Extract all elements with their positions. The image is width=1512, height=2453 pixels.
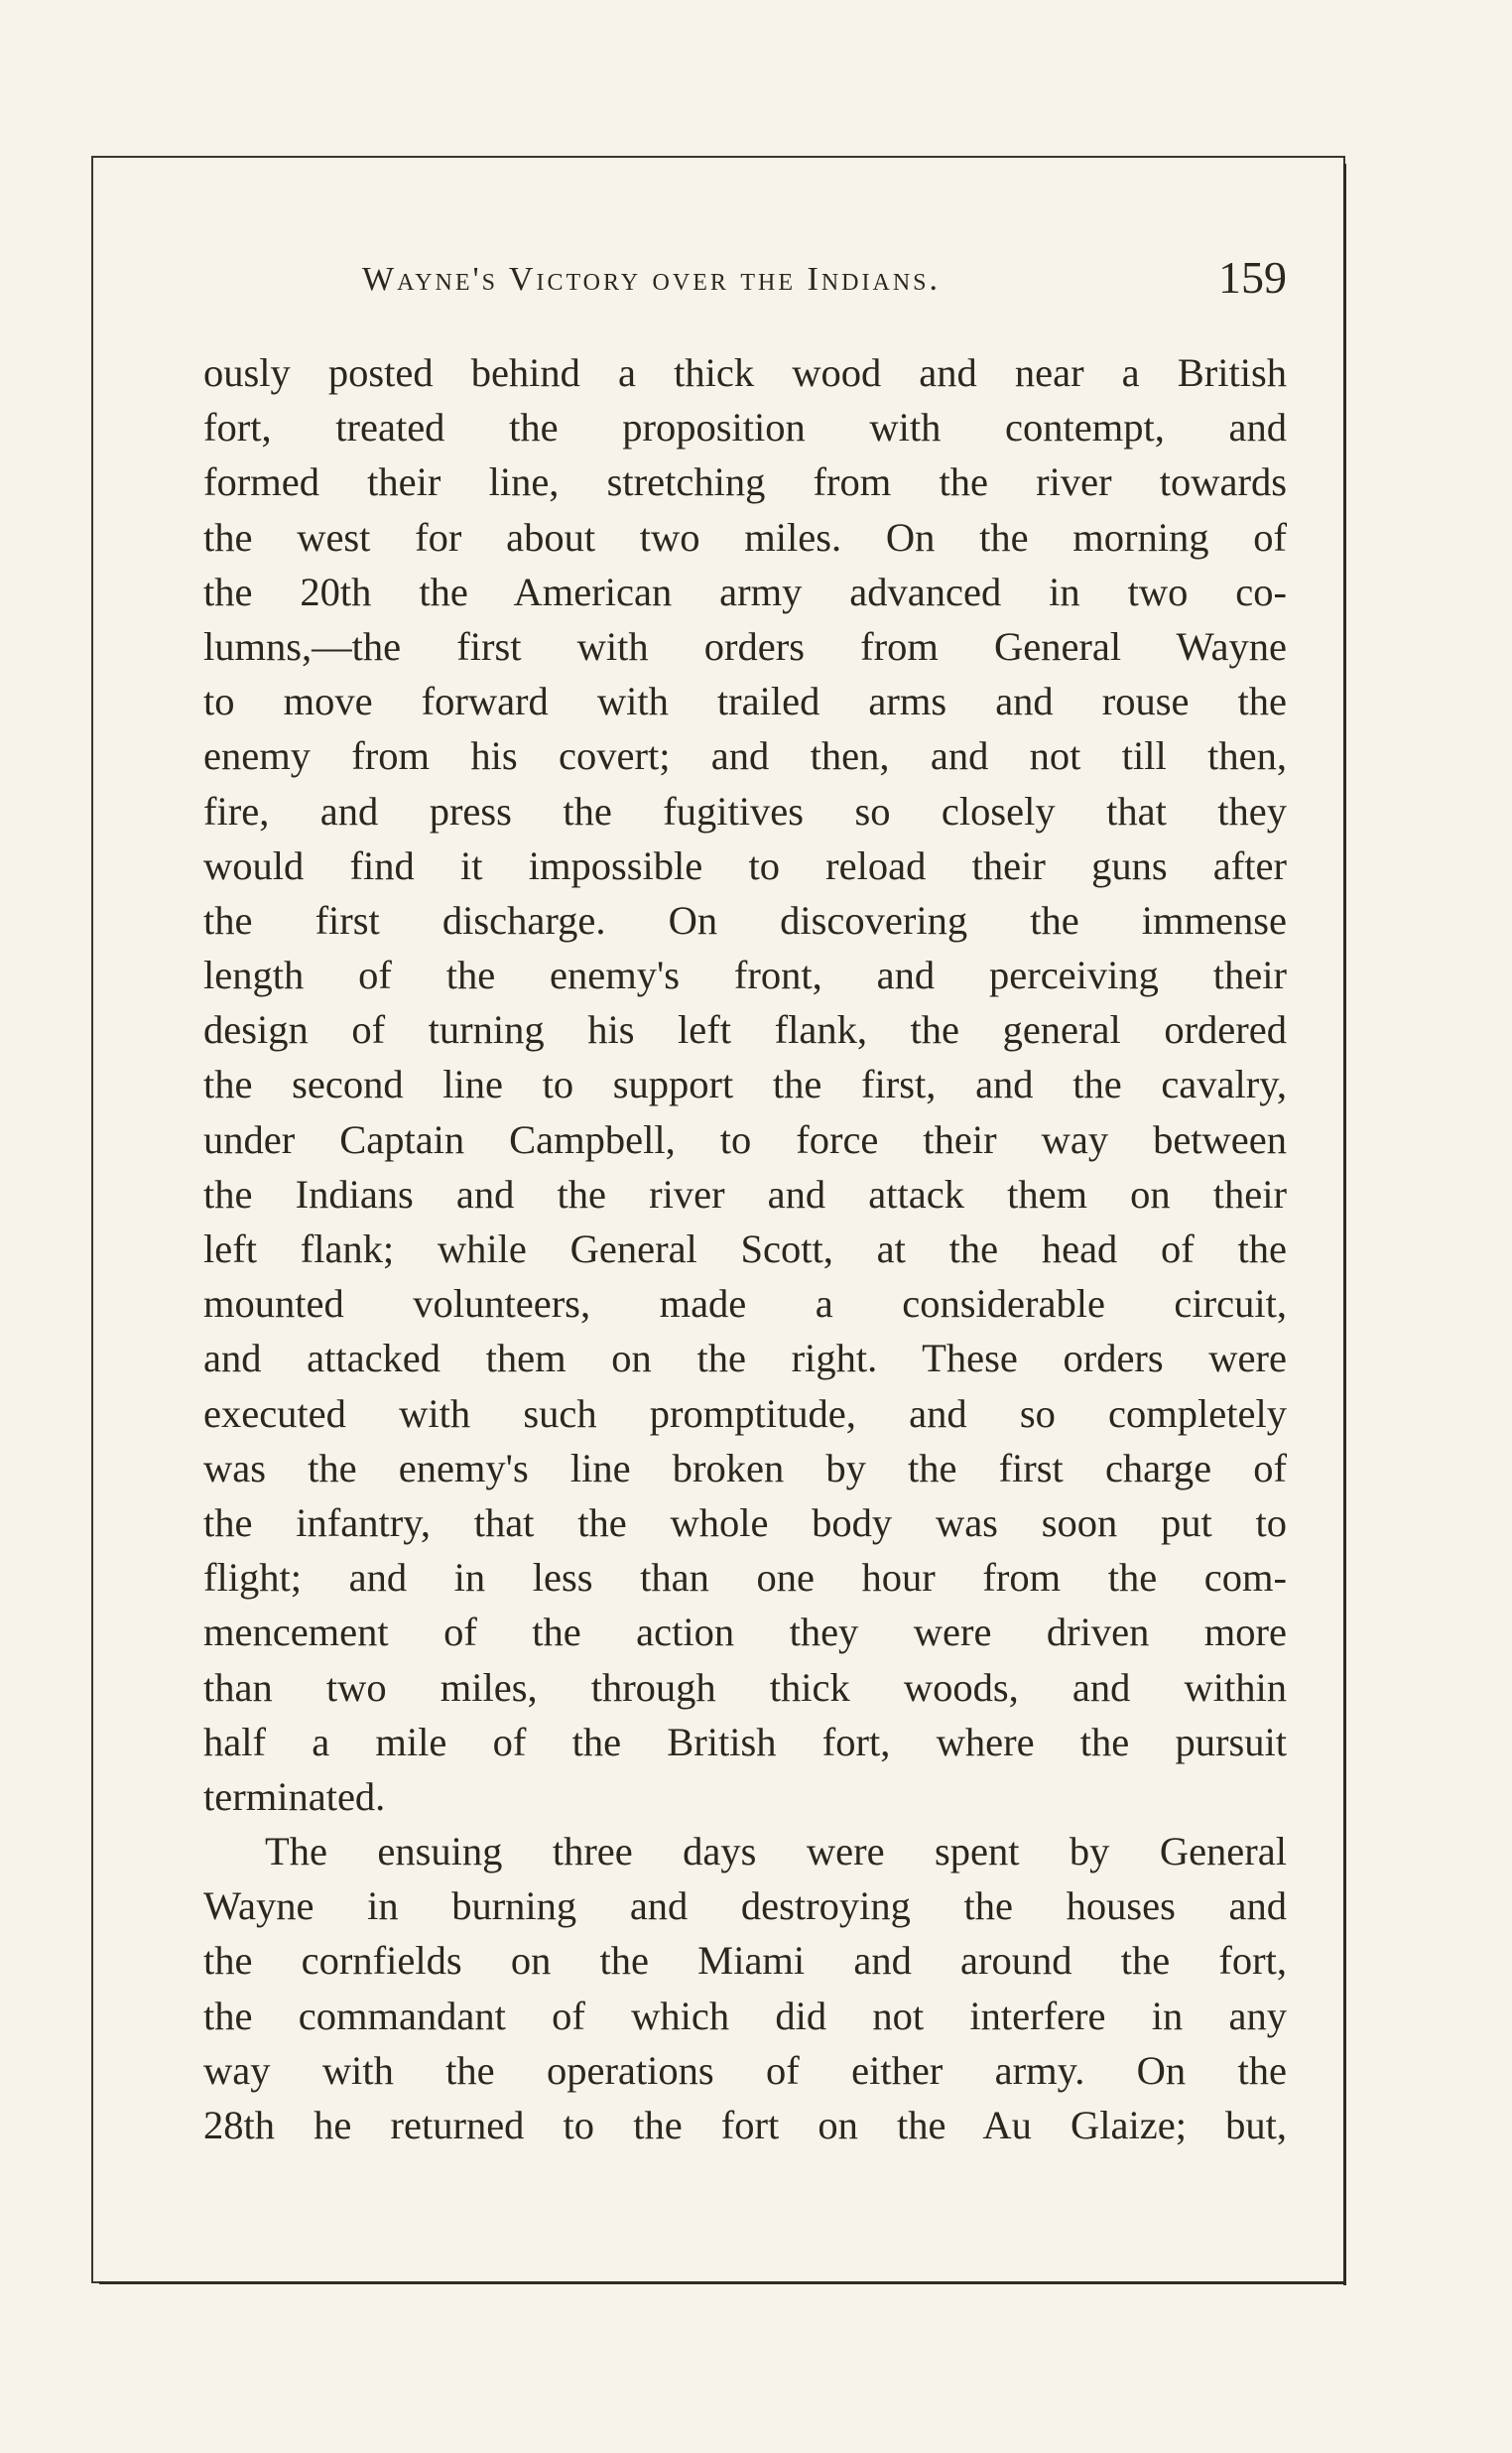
text-line: the first discharge. On discovering the immense: [203, 897, 1287, 943]
text-line: half a mile of the British fort, where the pursuit: [203, 1719, 1287, 1764]
text-line: formed their line, stretching from the river towards: [203, 459, 1287, 505]
text-line: the infantry, that the whole body was soon put to: [203, 1499, 1287, 1545]
text-line: executed with such promptitude, and so completely: [203, 1390, 1287, 1436]
text-line: the commandant of which did not interfere in any: [203, 1993, 1287, 2038]
text-line: under Captain Campbell, to force their way between: [203, 1116, 1287, 1162]
text-line: length of the enemy's front, and perceiving their: [203, 953, 1287, 998]
page-header: [203, 251, 1287, 311]
text-line: The ensuing three days were spent by General: [265, 1829, 1287, 1874]
text-line: to move forward with trailed arms and rouse the: [203, 679, 1287, 724]
text-line: terminated.: [203, 1773, 386, 1819]
text-line: left flank; while General Scott, at the head of the: [203, 1226, 1287, 1271]
text-line: the second line to support the first, and the cavalry,: [203, 1062, 1287, 1107]
text-line: mounted volunteers, made a considerable circuit,: [203, 1281, 1287, 1327]
page-number: 159: [1218, 252, 1287, 303]
text-line: fort, treated the proposition with contempt, and: [203, 405, 1287, 451]
text-line: flight; and in less than one hour from the com-: [203, 1555, 1287, 1601]
text-line: lumns,—the first with orders from General Wayne: [203, 623, 1287, 669]
text-line: the cornfields on the Miami and around the fort,: [203, 1938, 1287, 1984]
text-line: and attacked them on the right. These orders were: [203, 1336, 1287, 1381]
text-line: mencement of the action they were driven more: [203, 1610, 1287, 1655]
text-line: 28th he returned to the fort on the Au Glaize; but,: [203, 2103, 1287, 2147]
text-line: than two miles, through thick woods, and within: [203, 1664, 1287, 1710]
text-line: the Indians and the river and attack them on their: [203, 1171, 1287, 1217]
page-border-right-rule: [1343, 164, 1346, 2285]
text-line: the west for about two miles. On the morning of: [203, 514, 1287, 560]
text-line: way with the operations of either army. On the: [203, 2047, 1287, 2093]
text-line: Wayne in burning and destroying the houses and: [203, 1883, 1287, 1929]
text-line: enemy from his covert; and then, and not till then,: [203, 733, 1287, 779]
text-line: would find it impossible to reload their guns after: [203, 842, 1287, 888]
text-line: was the enemy's line broken by the first charge of: [203, 1445, 1287, 1490]
body-text: [203, 345, 1287, 2152]
running-head: Wayne's Victory over the Indians.: [362, 261, 942, 298]
text-line: ously posted behind a thick wood and near a British: [203, 350, 1287, 395]
text-line: fire, and press the fugitives so closely that they: [203, 788, 1287, 834]
text-line: design of turning his left flank, the general ordered: [203, 1007, 1287, 1053]
text-line: the 20th the American army advanced in two co-: [203, 569, 1287, 614]
page-border-bottom-rule: [99, 2281, 1346, 2284]
